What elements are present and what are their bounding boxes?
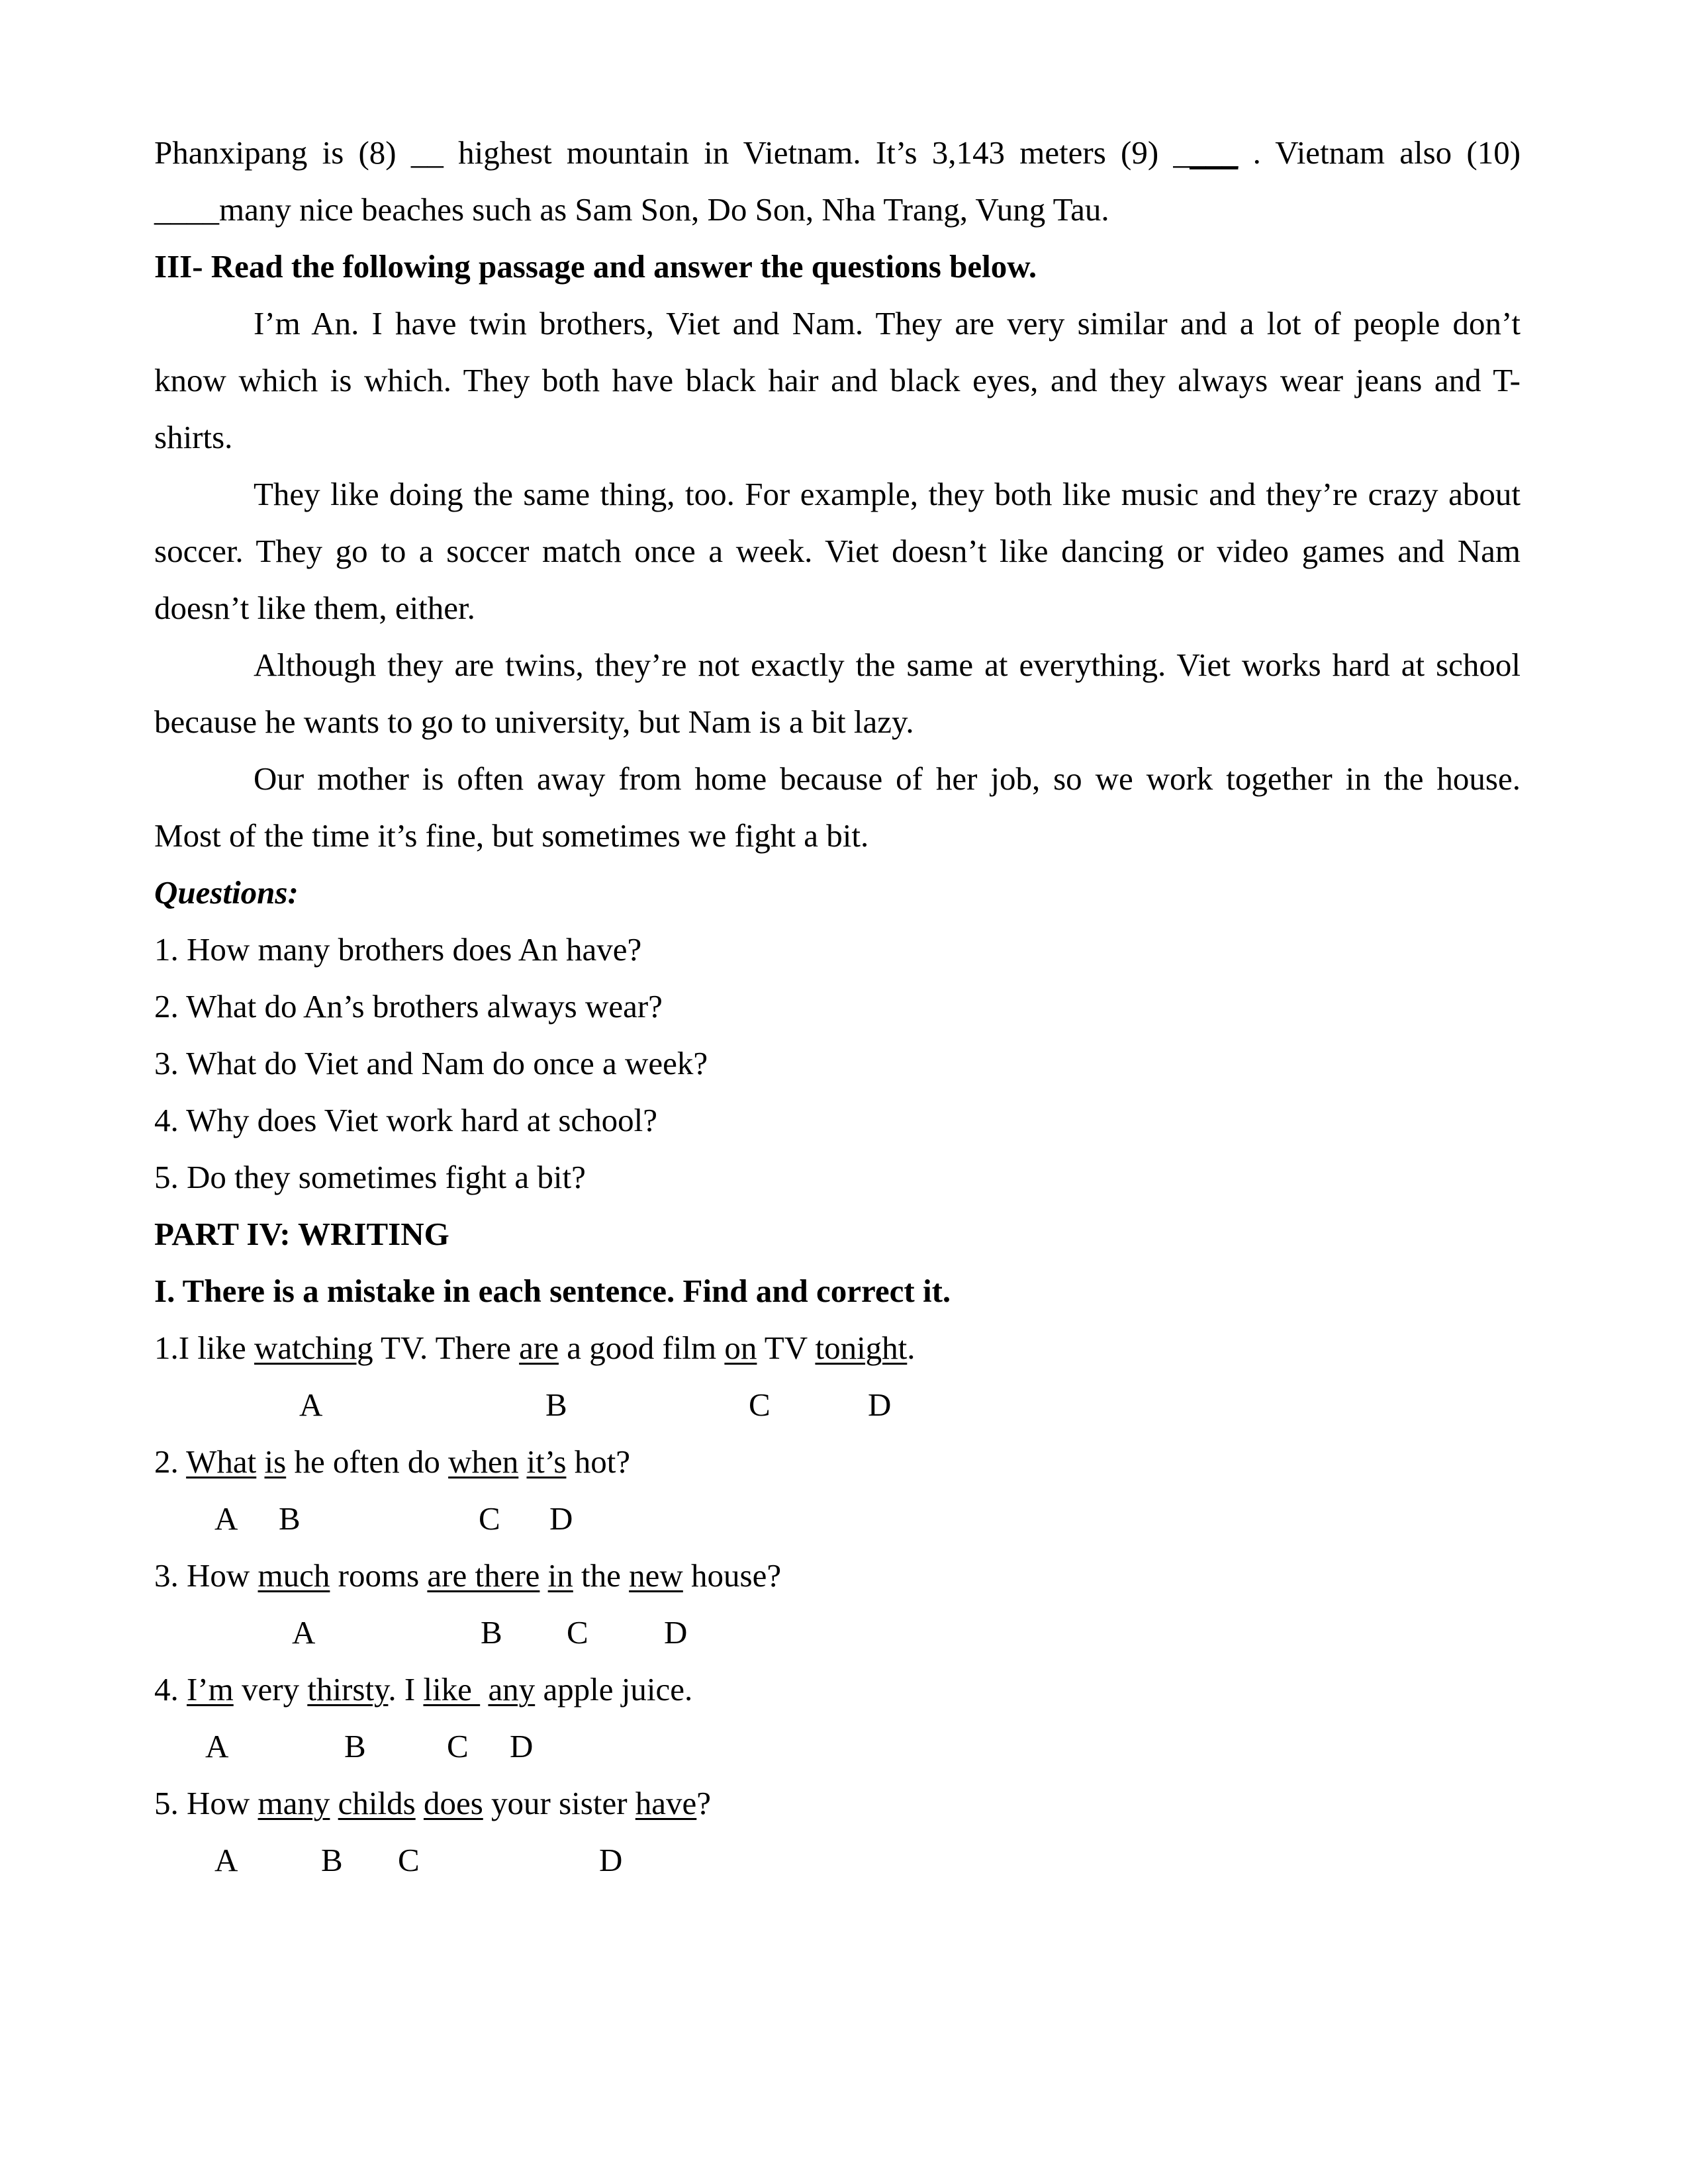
blank-10: ____ [154,191,219,228]
underlined-option-b: thirsty [307,1671,389,1707]
mistake-item-2: 2. What is he often do when it’s hot? [154,1443,631,1480]
question-3: 3. What do Viet and Nam do once a week? [154,1045,708,1081]
option-label-b: B [321,1842,343,1878]
paragraph-2-line-1: They like doing the same thing, too. For example, they both like music and they’re crazy about [254,476,1521,512]
option-label-d: D [549,1500,573,1537]
questions-label: Questions: [154,874,299,911]
paragraph-4-line-1: Our mother is often away from home because of her job, so we work together in the house. [254,760,1521,797]
option-label-a: A [205,1728,229,1764]
blank-9: ____ [1173,134,1239,171]
option-label-a: A [214,1500,238,1537]
underlined-option-d: any [488,1671,536,1707]
underlined-option-c: does [423,1785,483,1821]
option-label-b: B [545,1387,567,1423]
underlined-option-a: many [258,1785,330,1821]
paragraph-4-line-2: Most of the time it’s fine, but sometimes we fight a bit. [154,817,869,854]
option-label-d: D [868,1387,892,1423]
paragraph-3-line-2: because he wants to go to university, but Nam is a bit lazy. [154,704,914,740]
option-label-b: B [481,1614,502,1651]
part-4-heading: PART IV: WRITING [154,1216,449,1252]
passage-line-1: Phanxipang is (8) __ highest mountain in Vietnam. It’s 3,143 meters (9) ____ . Vietnam also (10) [154,134,1521,171]
underlined-option-d: it’s [526,1443,567,1480]
underlined-option-a: I’m [187,1671,234,1707]
mistake-item-3: 3. How much rooms are there in the new house? [154,1557,782,1594]
underlined-option-d: have [635,1785,697,1821]
question-5: 5. Do they sometimes fight a bit? [154,1159,586,1195]
mistake-item-5: 5. How many childs does your sister have? [154,1785,712,1821]
option-label-b: B [279,1500,301,1537]
underlined-option-b: are there [427,1557,540,1594]
paragraph-1-line-3: shirts. [154,419,233,455]
option-label-c: C [567,1614,588,1651]
option-label-d: D [664,1614,688,1651]
underlined-option-c: on [724,1330,757,1366]
underlined-option-b: is [264,1443,287,1480]
part-4-subheading: I. There is a mistake in each sentence. Find and correct it. [154,1273,951,1309]
paragraph-3-line-1: Although they are twins, they’re not exactly the same at everything. Viet works hard at school [254,647,1521,683]
option-label-c: C [398,1842,420,1878]
question-2: 2. What do An’s brothers always wear? [154,988,663,1024]
paragraph-1-line-1: I’m An. I have twin brothers, Viet and Nam. They are very similar and a lot of people don’t [254,305,1521,341]
option-label-d: D [510,1728,534,1764]
underlined-option-b: are [519,1330,559,1366]
underlined-option-a: much [258,1557,330,1594]
option-label-a: A [214,1842,238,1878]
passage-line-2: ____many nice beaches such as Sam Son, Do Son, Nha Trang, Vung Tau. [154,191,1109,228]
option-label-b: B [344,1728,366,1764]
underlined-option-c: in [547,1557,573,1594]
option-label-d: D [599,1842,623,1878]
blank-8: __ [410,134,444,171]
option-label-a: A [299,1387,323,1423]
question-1: 1. How many brothers does An have? [154,931,642,968]
underlined-option-a: watching [254,1330,373,1366]
question-4: 4. Why does Viet work hard at school? [154,1102,658,1138]
mistake-item-4: 4. I’m very thirsty. I like any apple juice. [154,1671,693,1707]
option-label-c: C [447,1728,469,1764]
underlined-option-c: when [448,1443,519,1480]
option-label-c: C [749,1387,771,1423]
mistake-item-1: 1.I like watching TV. There are a good film on TV tonight. [154,1330,915,1366]
underlined-option-d: new [629,1557,683,1594]
paragraph-1-line-2: know which is which. They both have black hair and black eyes, and they always wear jeans and T- [154,362,1521,398]
option-label-c: C [479,1500,500,1537]
underlined-option-c: like [423,1671,481,1707]
paragraph-2-line-2: soccer. They go to a soccer match once a week. Viet doesn’t like dancing or video games and Nam [154,533,1521,569]
underlined-option-b: childs [338,1785,416,1821]
underlined-option-a: What [186,1443,257,1480]
paragraph-2-line-3: doesn’t like them, either. [154,590,475,626]
underlined-option-d: tonight [815,1330,908,1366]
section-3-heading: III- Read the following passage and answer the questions below. [154,248,1037,285]
option-label-a: A [292,1614,316,1651]
